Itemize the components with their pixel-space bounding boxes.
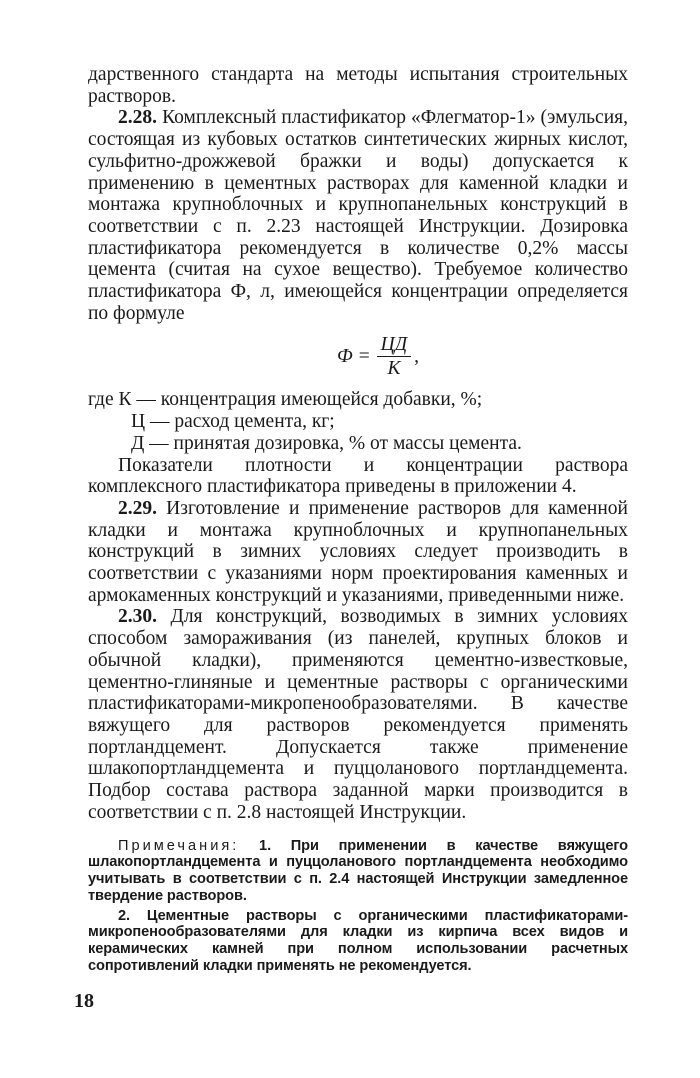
note-1 — [88, 838, 628, 905]
note-2: 2. Цементные растворы с органическими пластификаторами-микропенообразователями для кладки из кирпича всех видов и керамических камней при полном использовании расчетных сопротивлений кладки применять не рекомендуется. — [88, 907, 628, 975]
paragraph-density: Показатели плотности и концентрации раствора комплексного пластификатора приведены в приложении 4. — [88, 454, 628, 498]
paragraph-2-29-text: Изготовление и применение растворов для каменной кладки и монтажа крупноблочных и крупнопанельных конструкций в зимних условиях следует производить в соответствии с указаниями норм проектирования каменных и армокаменных конструкций и указаниями, приведенными ниже. — [88, 497, 628, 606]
page-body — [88, 64, 628, 978]
paragraph-2-30-text: Для конструкций, возводимых в зимних условиях способом замораживания (из панелей, крупных блоков и обычной кладки), применяются цементно-известковые, цементно-глиняные и цементные растворы с органическими пластификаторами-микропенообразователями. В качестве вяжущего для растворов рекомендуется применять портландцемент. Допускается также применение шлакопортландцемента и пуццоланового портландцемента. Подбор состава раствора заданной марки производится в соответствии с п. 2.8 настоящей Инструкции. — [88, 606, 628, 823]
formula-lhs: Ф = — [336, 345, 371, 367]
definition-c: Ц — расход цемента, кг; — [131, 411, 335, 433]
section-number-2-29: 2.29. — [118, 497, 157, 519]
page-number: 18 — [74, 990, 94, 1012]
notes-label: Примечания: — [118, 837, 240, 854]
formula-definitions — [88, 389, 628, 454]
paragraph-2-28-text: Комплексный пластификатор «Флегматор-1» (эмульсия, состоящая из кубовых остатков синтетических жирных кислот, сульфитно-дрожжевой бражки и воды) допускается к применению в цементных растворах для каменной кладки и монтажа крупноблочных и крупнопанельных конструкций в соответствии с п. 2.23 настоящей Инструкции. Дозировка пластификатора рекомендуется в количестве 0,2% массы цемента (считая на сухое вещество). Требуемое количество пластификатора Ф, л, имеющейся концентрации определяется по формуле — [88, 107, 628, 324]
notes — [88, 838, 628, 975]
paragraph-2-30 — [88, 606, 628, 823]
definition-k: где К — концентрация имеющейся добавки, %; — [88, 389, 483, 411]
section-number-2-30: 2.30. — [118, 606, 157, 628]
section-number-2-28: 2.28. — [118, 107, 157, 129]
formula-fraction — [377, 334, 412, 379]
definition-d: Д — принятая дозировка, % от массы цемента. — [131, 432, 522, 454]
formula-denominator: К — [387, 358, 401, 380]
formula-numerator: ЦД — [377, 334, 412, 357]
formula-comma: , — [414, 345, 420, 367]
paragraph-continuation: дарственного стандарта на методы испытания строительных растворов. — [88, 64, 628, 107]
paragraph-2-28 — [88, 107, 628, 324]
note-1-text: 1. При применении в качестве вяжущего шлакопортландцемента и пуццоланового портландцемента необходимо учитывать в соответствии с п. 2.4 настоящей Инструкции замедленное твердение растворов. — [88, 837, 628, 904]
paragraph-2-29 — [88, 498, 628, 607]
formula — [128, 334, 628, 379]
